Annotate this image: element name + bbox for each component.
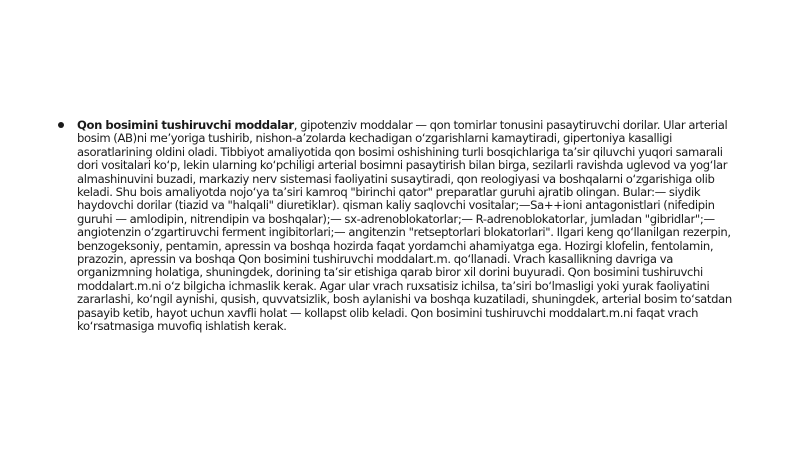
bullet-item	[58, 119, 744, 334]
bullet-dot-icon	[58, 122, 64, 128]
bold-term: Qon bosimini tushiruvchi moddalar	[77, 118, 294, 132]
bullet-list	[58, 119, 744, 334]
bullet-body-text: , gipotenziv moddalar — qon tomirlar tonusini pasaytiruvchi dorilar. Ular arterial bosim (AB)ni me’yoriga tushirib, nishon-a’zolarda kechadigan o‘zgarishlarni kamaytiradi, gipertoniya kasalligi asoratlarining oldini oladi. Tibbiyot amaliyotida qon bosimi oshishining turli bosqichlariga ta’sir qiluvchi yuqori samarali dori vositalari ko‘p, lekin ularning ko‘pchiligi arterial bosimni pasaytirish bilan birga, sezilarli ravishda uglevod va yog‘lar almashinuvini buzadi, markaziy nerv sistemasi faoliyatini susaytiradi, qon reologiyasi va boshqalarni o‘zgarishiga olib keladi. Shu bois amaliyotda nojo‘ya ta’siri kamroq "birinchi qator" preparatlar guruhi ajratib olingan. Bular:— siydik haydovchi dorilar (tiazid va "halqali" diuretiklar). qisman kaliy saqlovchi vositalar;—Sa++ioni antagonistlari (nifedipin guruhi — amlodipin, nitrendipin va boshqalar);— sx-adrenoblokatorlar;— R-adrenoblokatorlar, jumladan "gibridlar";— angiotenzin o‘zgartiruvchi ferment ingibitorlari;— angitenzin "retseptorlari blokatorlari". Ilgari keng qo‘llanilgan rezerpin, benzogeksoniy, pentamin, apressin va boshqa hozirda faqat yordamchi ahamiyatga ega. Hozirgi klofelin, fentolamin, prazozin, apressin va boshqa Qon bosimini tushiruvchi moddalart.m. qo‘llanadi. Vrach kasallikning davriga va organizmning holatiga, shuningdek, dorining ta’sir etishiga qarab biror xil dorini buyuradi. Qon bosimini tushiruvchi moddalart.m.ni o‘z bilgicha ichmaslik kerak. Agar ular vrach ruxsatisiz ichilsa, ta’siri bo‘lmasligi yoki yurak faoliyatini zararlashi, ko‘ngil aynishi, qusish, quvvatsizlik, bosh aylanishi va boshqa kuzatiladi, shuningdek, arterial bosim to‘satdan pasayib ketib, hayot uchun xavfli holat — kollapst olib keladi. Qon bosimini tushiruvchi moddalart.m.ni faqat vrach ko‘rsatmasiga muvofiq ishlatish kerak.	[77, 118, 732, 334]
